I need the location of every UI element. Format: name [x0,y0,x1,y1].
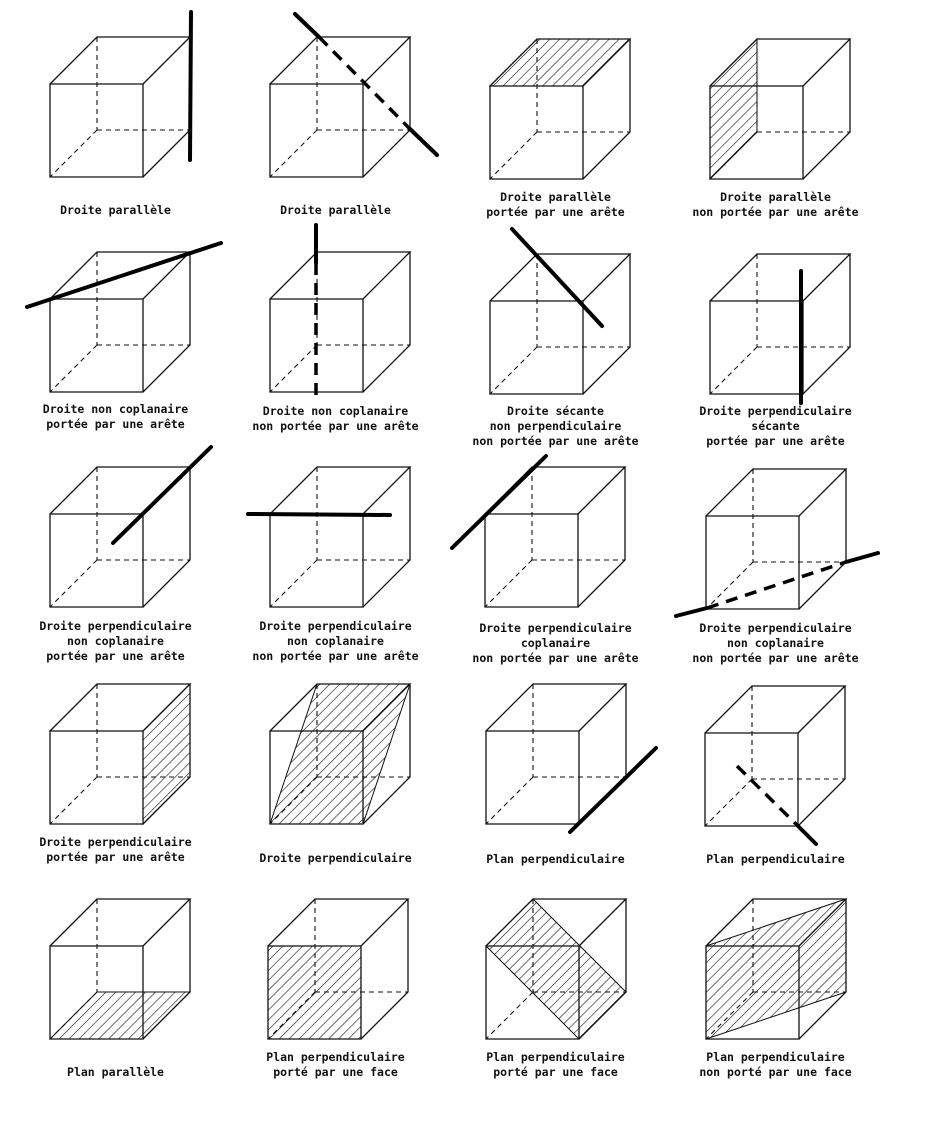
diagram-cell-15 [440,645,671,871]
diagram-cell-4 [660,0,891,226]
caption-line: Droite parallèle [500,190,611,204]
thick-line-2c [410,129,437,155]
diagram-cell-5 [0,215,231,441]
cube-figure-9 [0,430,231,610]
thick-line-1 [190,12,191,160]
diagram-cell-8 [660,215,891,448]
caption-line: non portée par une arête [692,205,859,219]
caption-line: Droite perpendiculaire [699,621,852,635]
caption-5 [0,402,231,432]
caption-line: Droite parallèle [720,190,831,204]
cube-figure-16 [660,645,891,825]
caption-line: porté par une face [273,1065,398,1079]
thick-line-12a [676,608,707,616]
caption-line: Plan parallèle [67,1065,164,1079]
caption-20 [660,1050,891,1080]
diagram-cell-6 [220,215,451,441]
caption-line: Droite perpendiculaire [479,621,632,635]
caption-line: non coplanaire [727,636,824,650]
caption-line: non portée par une arête [692,651,859,665]
hatched-plane-13 [143,684,190,824]
cube-figure-7 [440,215,671,395]
hatched-plane-17 [50,992,190,1039]
caption-line: porté par une face [493,1065,618,1079]
diagram-cell-2 [220,0,451,226]
caption-line: non portée par une arête [472,434,639,448]
cube-figure-6 [220,215,451,395]
hatched-plane-3 [490,39,630,86]
diagram-cell-12 [660,430,891,665]
caption-line: Droite perpendiculaire [39,835,192,849]
caption-line: Droite perpendiculaire [699,404,852,418]
cube-figure-17 [0,860,231,1040]
caption-line: Plan perpendiculaire [706,1050,845,1064]
caption-line: portée par une arête [46,417,185,431]
diagram-cell-10 [220,430,451,663]
thick-line-10 [248,514,390,515]
cube-figure-1 [0,0,231,180]
cube-figure-8 [660,215,891,395]
cube-figure-2 [220,0,451,180]
thick-line-16a [737,766,798,826]
cube-figure-18 [220,860,451,1040]
caption-19 [440,1050,671,1080]
caption-line: non coplanaire [287,634,384,648]
thick-line-9 [113,447,211,543]
caption-line: Droite perpendiculaire [259,619,412,633]
diagram-cell-11 [440,430,671,665]
caption-line: coplanaire [520,636,591,650]
thick-line-15 [570,748,656,832]
diagram-cell-18 [220,860,451,1086]
caption-line: portée par une arête [46,649,185,663]
diagram-cell-7 [440,215,671,448]
cube-figure-13 [0,645,231,825]
caption-line: Plan perpendiculaire [266,1050,405,1064]
caption-line: sécante [751,419,800,433]
diagram-cell-20 [660,860,891,1086]
cube-figure-19 [440,860,671,1040]
caption-line: non portée par une arête [252,419,419,433]
caption-line: Droite perpendiculaire [39,619,192,633]
diagram-cell-3 [440,0,671,226]
diagram-cell-17 [0,860,231,1086]
diagram-cell-1 [0,0,231,226]
caption-line: non perpendiculaire [489,419,622,433]
cube-figure-11 [440,430,671,610]
diagram-cell-13 [0,645,231,871]
cube-figure-10 [220,430,451,610]
caption-line: Plan perpendiculaire [486,1050,625,1064]
caption-line: Droite parallèle [280,203,391,217]
cube-figure-14 [220,645,451,825]
caption-line: non porté par une face [699,1065,852,1079]
thick-line-12c [846,553,878,562]
caption-line: Plan perpendiculaire [706,852,845,866]
caption-line: Droite sécante [507,404,604,418]
diagram-cell-19 [440,860,671,1086]
caption-line: portée par une arête [706,434,845,448]
diagram-cell-16 [660,645,891,871]
thick-line-7 [512,229,602,326]
cube-figure-3 [440,0,671,180]
hatched-plane-4 [710,39,757,179]
diagram-cell-9 [0,430,231,663]
cube-figure-15 [440,645,671,825]
caption-line: Droite non coplanaire [42,402,189,416]
thick-line-2a [295,14,319,37]
caption-line: non coplanaire [67,634,164,648]
caption-line: Droite perpendiculaire [259,851,412,865]
caption-line: Droite non coplanaire [262,404,409,418]
thick-line-12b [707,562,846,608]
caption-line: portée par une arête [486,205,625,219]
thick-line-16b [798,826,816,844]
caption-line: Plan perpendiculaire [486,852,625,866]
caption-line: Droite parallèle [60,203,171,217]
caption-line: non portée par une arête [252,649,419,663]
cube-figure-12 [660,430,891,610]
caption-18 [220,1050,451,1080]
cube-figure-4 [660,0,891,180]
cube-figure-20 [660,860,891,1040]
cube-figure-5 [0,215,231,395]
caption-17 [0,1065,231,1080]
caption-line: portée par une arête [46,850,185,864]
diagram-cell-14 [220,645,451,871]
caption-line: non portée par une arête [472,651,639,665]
